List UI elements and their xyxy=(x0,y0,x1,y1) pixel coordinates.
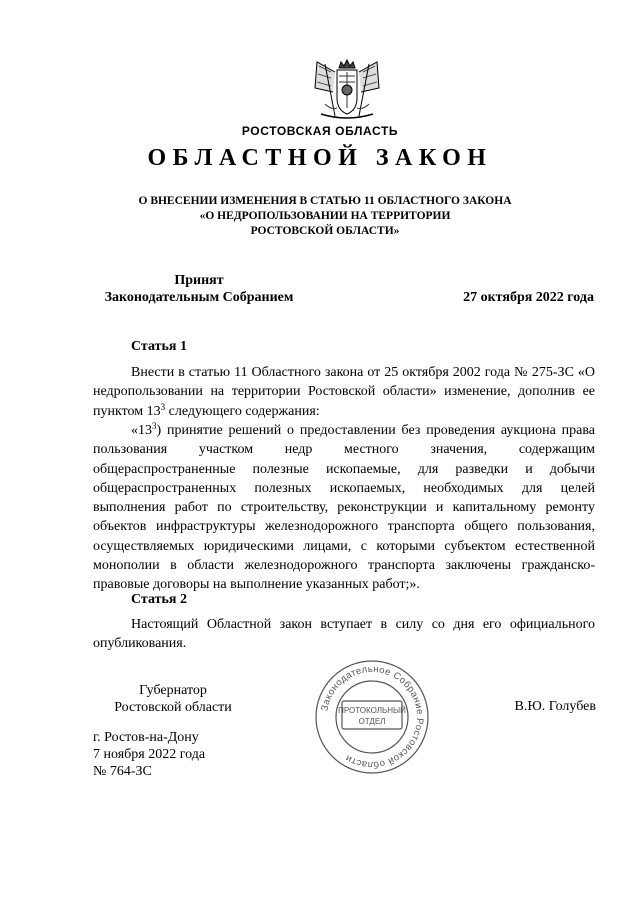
law-subject xyxy=(100,194,550,239)
superscript: 3 xyxy=(152,421,157,431)
signatory-position xyxy=(93,682,253,716)
article-1-paragraph-2 xyxy=(93,421,595,595)
signing-date: 7 ноября 2022 года xyxy=(93,747,206,762)
official-stamp xyxy=(312,657,432,777)
article-1-amendment-start: «13 xyxy=(131,423,152,438)
stamp-center-line-1: ПРОТОКОЛЬНЫЙ xyxy=(338,706,406,715)
adoption-body: Законодательным Собранием xyxy=(104,290,294,305)
signing-place: г. Ростов-на-Дону xyxy=(93,730,199,745)
position-region: Ростовской области xyxy=(114,700,232,715)
adoption-date: 27 октября 2022 года xyxy=(463,290,594,305)
article-1-text: Внести в статью 11 Областного закона от 25 октября 2002 года № 275-ЗС «О недропользовании на территории Ростовской области» изменение, дополнив ее пунктом 13 xyxy=(93,365,595,419)
position-title: Губернатор xyxy=(139,683,207,698)
subject-line: РОСТОВСКОЙ ОБЛАСТИ» xyxy=(250,225,400,237)
signing-details xyxy=(93,729,205,780)
coat-of-arms-icon xyxy=(311,58,383,122)
stamp-ring-path: Законодательное Собрание Ростовской области xyxy=(319,663,426,771)
article-2-paragraph: Настоящий Областной закон вступает в силу со дня его официального опубликования. xyxy=(93,617,595,652)
law-title: ОБЛАСТНОЙ ЗАКОН xyxy=(147,145,493,171)
adoption-block xyxy=(94,272,304,306)
subject-line: «О НЕДРОПОЛЬЗОВАНИИ НА ТЕРРИТОРИИ xyxy=(199,210,451,222)
article-1-paragraph-1 xyxy=(93,363,595,421)
stamp-center-line-2: ОТДЕЛ xyxy=(358,717,386,726)
article-1-heading: Статья 1 xyxy=(131,339,187,354)
article-1-text-tail: следующего содержания: xyxy=(165,403,320,419)
adoption-label: Принят xyxy=(174,273,224,288)
article-1-amendment-text: ) принятие решений о предоставлении без проведения аукциона права пользования участком недр местного значения, содержащим общераспространенные полезные ископаемые, для разведки и добычи общераспространенных полезных ископаемых, необходимых для целей выполнения работ по строительству, реконструкции и капитальному ремонту объектов инфраструктуры железнодорожного транспорта общего пользования, осуществляемых юридическими лицами, с которыми субъектом естественной монополии в области железнодорожного транспорта заключены гражданско-правовые договоры на выполнение указанных работ;». xyxy=(93,423,595,593)
law-number: № 764-ЗС xyxy=(93,764,152,779)
subject-line: О ВНЕСЕНИИ ИЗМЕНЕНИЯ В СТАТЬЮ 11 ОБЛАСТНОГО ЗАКОНА xyxy=(138,195,512,207)
signatory-name: В.Ю. Голубев xyxy=(514,699,596,714)
article-2-heading: Статья 2 xyxy=(131,592,187,607)
region-name: РОСТОВСКАЯ ОБЛАСТЬ xyxy=(241,124,399,138)
superscript: 3 xyxy=(160,401,166,412)
